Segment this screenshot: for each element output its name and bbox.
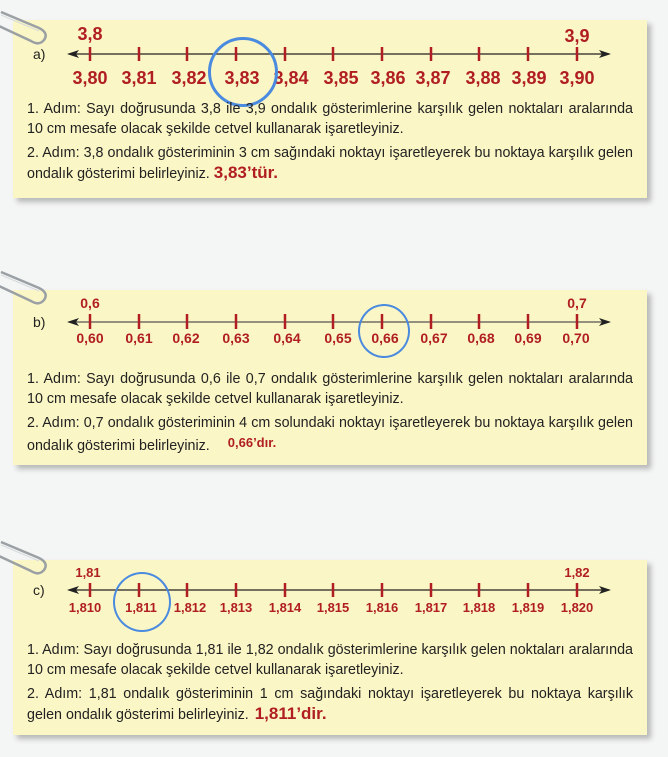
tick-label: 0,63 xyxy=(222,330,250,346)
end-label: 1,82 xyxy=(564,565,590,580)
answer-circle xyxy=(208,37,278,107)
step-2-text: 2. Adım: 1,81 ondalık gösteriminin 1 cm sağındaki noktayı işaretleyerek bu noktaya karşılık gelen ondalık gösterimi belirleyiniz. xyxy=(27,686,633,723)
tick-label: 3,80 xyxy=(72,68,108,88)
tick-label: 3,86 xyxy=(370,68,406,88)
answer-circle xyxy=(113,572,171,632)
tick-label: 1,815 xyxy=(316,600,350,615)
start-label: 1,81 xyxy=(75,565,101,580)
exercise-panel-b xyxy=(13,290,647,465)
answer: 0,66’dır. xyxy=(227,435,277,450)
tick-label: 3,90 xyxy=(559,68,595,88)
instructions xyxy=(27,640,633,725)
tick-label: 3,85 xyxy=(323,68,359,88)
tick-label: 3,82 xyxy=(171,68,207,88)
answer: 3,83’tür. xyxy=(213,163,279,182)
tick-label: 0,70 xyxy=(562,330,590,346)
step-1: 1. Adım: Sayı doğrusunda 1,81 ile 1,82 ondalık gösterimlerine karşılık gelen noktaları aralarında 10 cm mesafe olacak şekilde cetvel kullanarak işaretleyiniz. xyxy=(27,642,633,678)
tick-label: 0,68 xyxy=(467,330,495,346)
instructions xyxy=(27,99,633,184)
step-2-text: 2. Adım: 0,7 ondalık gösteriminin 4 cm solundaki noktayı işaretleyerek bu noktaya karşılık gelen ondalık gösterimi belirleyiniz. xyxy=(27,415,633,454)
step-2 xyxy=(27,143,633,184)
tick-label: 0,62 xyxy=(172,330,200,346)
tick-label: 0,69 xyxy=(514,330,542,346)
tick-label: 3,88 xyxy=(465,68,501,88)
part-label: c) xyxy=(33,582,45,598)
step-1: 1. Adım: Sayı doğrusunda 0,6 ile 0,7 ondalık gösterimlerine karşılık gelen noktaları aralarında 10 cm mesafe olacak şekilde cetvel kullanarak işaretleyiniz. xyxy=(27,371,633,407)
page-top-strip xyxy=(0,0,668,18)
tick-label: 0,66 xyxy=(371,330,399,346)
tick-label: 1,811 xyxy=(125,600,157,615)
end-label: 0,7 xyxy=(567,295,587,311)
end-label: 3,9 xyxy=(564,26,590,46)
tick-label: 3,81 xyxy=(121,68,157,88)
tick-label: 0,61 xyxy=(125,330,153,346)
tick-label: 3,89 xyxy=(511,68,547,88)
tick-label: 3,87 xyxy=(415,68,451,88)
tick-label: 1,813 xyxy=(219,600,253,615)
instructions xyxy=(27,369,633,456)
step-1: 1. Adım: Sayı doğrusunda 3,8 ile 3,9 ondalık gösterimlerine karşılık gelen noktaları aralarında 10 cm mesafe olacak şekilde cetvel kullanarak işaretleyiniz. xyxy=(27,101,633,137)
tick-label: 1,818 xyxy=(462,600,496,615)
tick-label: 0,60 xyxy=(76,330,104,346)
exercise-panel-c xyxy=(13,560,647,735)
part-label: b) xyxy=(33,314,46,330)
tick-label: 0,67 xyxy=(420,330,448,346)
answer-circle xyxy=(358,304,410,358)
tick-label: 1,810 xyxy=(68,600,102,615)
tick-label: 1,819 xyxy=(511,600,545,615)
answer: 1,811’dir. xyxy=(254,704,327,723)
tick-label: 1,814 xyxy=(268,600,302,615)
tick-label: 3,84 xyxy=(273,68,309,88)
tick-label: 1,816 xyxy=(365,600,399,615)
tick-label: 0,64 xyxy=(273,330,301,346)
tick-label: 0,65 xyxy=(324,330,352,346)
tick-label: 3,83 xyxy=(224,68,260,88)
exercise-panel-a xyxy=(13,20,647,198)
start-label: 3,8 xyxy=(77,24,103,44)
part-label: a) xyxy=(33,46,46,62)
tick-label: 1,820 xyxy=(560,600,594,615)
step-2 xyxy=(27,684,633,725)
step-2 xyxy=(27,413,633,456)
step-2-text: 2. Adım: 3,8 ondalık gösteriminin 3 cm sağındaki noktayı işaretleyerek bu noktaya karşılık gelen ondalık gösterimi belirleyiniz. xyxy=(27,145,633,182)
start-label: 0,6 xyxy=(80,295,100,311)
tick-label: 1,817 xyxy=(414,600,448,615)
tick-label: 1,812 xyxy=(173,600,207,615)
